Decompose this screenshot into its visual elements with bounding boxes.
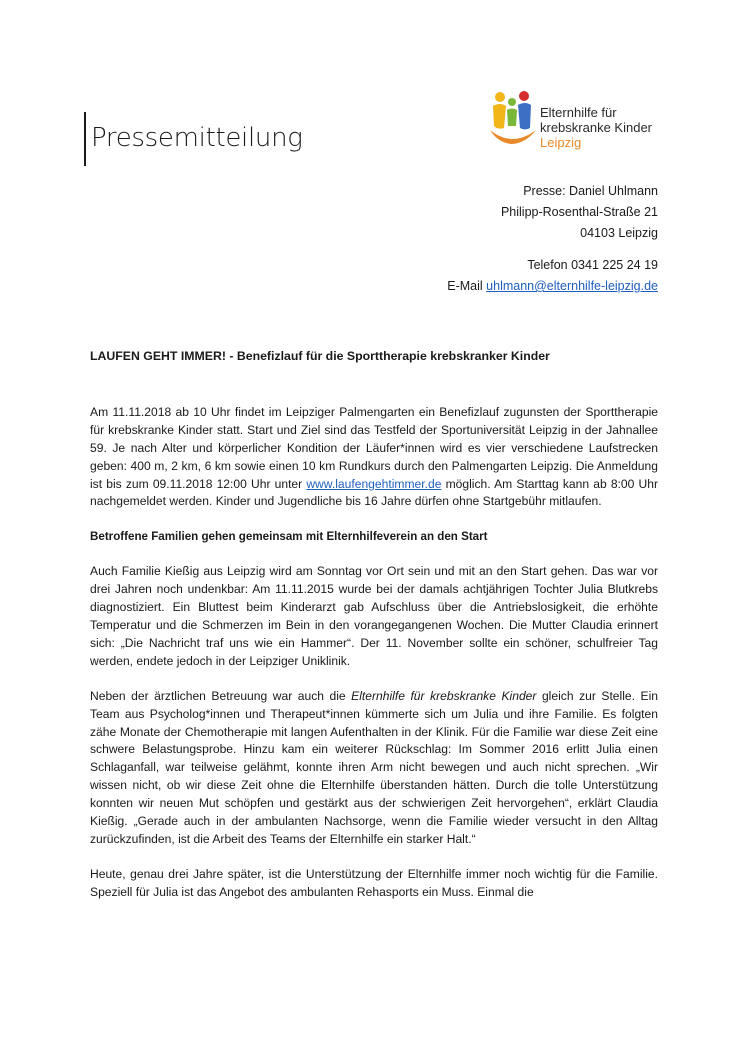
contact-email-row	[447, 276, 658, 297]
contact-street: Philipp-Rosenthal-Straße 21	[500, 205, 658, 219]
email-label: E-Mail	[447, 279, 487, 293]
contact-phone: Telefon 0341 225 24 19	[527, 258, 658, 272]
article-headline: LAUFEN GEHT IMMER! - Benefizlauf für die Sporttherapie krebskranker Kinder	[90, 349, 550, 363]
organization-logo	[486, 88, 666, 154]
contact-block	[447, 181, 658, 297]
paragraph-3: Neben der ärztlichen Betreuung war auch die Elternhilfe für krebskranke Kinder gleich zur Stelle. Ein Team aus Psycholog*innen und Therapeut*innen kümmerte sich um Julia und ihre Familie. Es folgten zähe Monate der Chemotherapie mit langen Aufenthalten in der Klinik. Für die Familie war diese Zeit eine schwere Belastungsprobe. Hinzu kam ein weiterer Rückschlag: Im Sommer 2016 erlitt Julia einen Schlaganfall, war teilweise gelähmt, konnte ihren Arm nicht bewegen und auch nicht sprechen. „Wir wissen nicht, ob wir diese Zeit ohne die Elternhilfe überstanden hätten. Durch die tolle Unterstützung konnten wir neuen Mut schöpfen und gestärkt aus der schwierigen Zeit hervorgehen“, erklärt Claudia Kießig. „Gerade auch in der ambulanten Nachsorge, wenn die Familie wieder versucht in den Alltag zurückzufinden, ist die Arbeit des Teams der Elternhilfe ein starker Halt.“	[90, 688, 658, 846]
email-link[interactable]: uhlmann@elternhilfe-leipzig.de	[486, 279, 658, 293]
logo-wordmark	[540, 105, 652, 150]
section-subheading: Betroffene Familien gehen gemeinsam mit Elternhilfeverein an den Start	[90, 530, 488, 544]
title-bar	[84, 112, 86, 166]
page-title: Pressemitteilung	[91, 123, 303, 153]
logo-line-2: krebskranke Kinder	[540, 120, 652, 135]
paragraph-1: Am 11.11.2018 ab 10 Uhr findet im Leipziger Palmengarten ein Benefizlauf zugunsten der Sporttherapie für krebskranke Kinder statt. Start und Ziel sind das Testfeld der Sportuniversität Leipzig in der Jahnallee 59. Je nach Alter und körperlicher Kondition der Läufer*innen wird es vier verschiedene Laufstrecken geben: 400 m, 2 km, 6 km sowie einen 10 km Rundkurs durch den Palmengarten Leipzig. Die Anmeldung ist bis zum 09.11.2018 12:00 Uhr unter www.laufengehtimmer.de möglich. Am Starttag kann ab 8:00 Uhr nachgemeldet werden. Kinder und Jugendliche bis 16 Jahre dürfen ohne Startgebühr mitlaufen.	[90, 404, 658, 509]
registration-link[interactable]: www.laufengehtimmer.de	[306, 476, 442, 491]
paragraph-2: Auch Familie Kießig aus Leipzig wird am Sonntag vor Ort sein und mit an den Start gehen. Das war vor drei Jahren noch undenkbar: Am 11.11.2015 wurde bei der damals achtjährigen Tochter Julia Blutkrebs diagnostiziert. Ein Bluttest beim Kinderarzt gab Aufschluss über die Antriebslosigkeit, die erhöhte Temperatur und die Schmerzen im Bein in den vorangegangenen Wochen. Die Mutter Claudia erinnert sich: „Die Nachricht traf uns wie ein Hammer“. Der 11. November sollte ein schöner, schulfreier Tag werden, endete jedoch in der Leipziger Uniklinik.	[90, 564, 658, 668]
contact-city: 04103 Leipzig	[580, 226, 658, 240]
logo-line-1: Elternhilfe für	[540, 105, 617, 120]
article-body	[90, 348, 658, 919]
logo-figures-icon	[486, 88, 540, 148]
logo-line-3: Leipzig	[540, 135, 582, 150]
press-contact: Presse: Daniel Uhlmann	[523, 184, 658, 198]
paragraph-4: Heute, genau drei Jahre später, ist die Unterstützung der Elternhilfe immer noch wichtig für die Familie. Speziell für Julia ist das Angebot des ambulanten Rehasports ein Muss. Einmal die	[90, 866, 658, 899]
